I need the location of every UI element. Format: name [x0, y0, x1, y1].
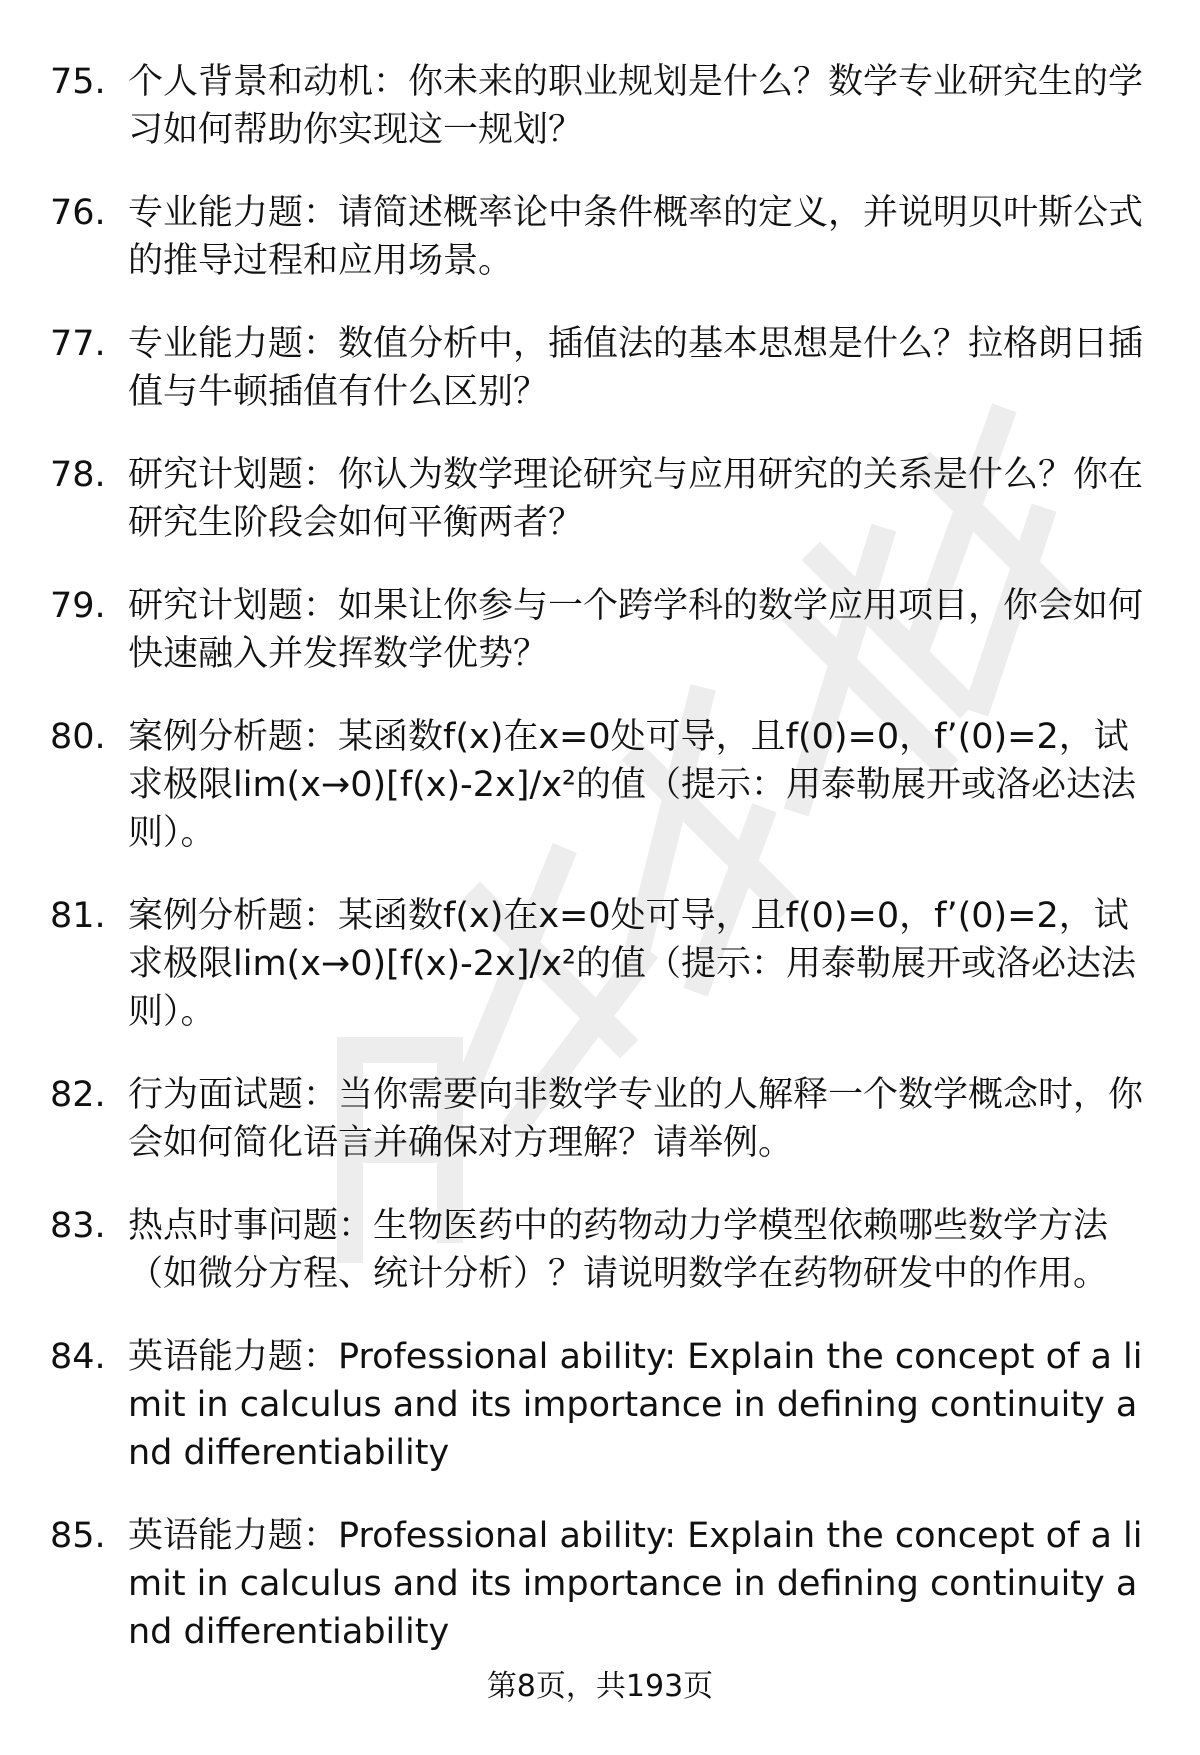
question-text: 英语能力题：Professional ability: Explain the concept of a limit in calculus and its importance in defining continuity and differentiability	[128, 1337, 1143, 1473]
question-number: 81.	[50, 896, 106, 936]
question-number: 79.	[50, 586, 106, 626]
question-text: 热点时事问题：生物医药中的药物动力学模型依赖哪些数学方法（如微分方程、统计分析）？请说明数学在药物研发中的作用。	[128, 1206, 1109, 1294]
question-text: 专业能力题：请简述概率论中条件概率的定义，并说明贝叶斯公式的推导过程和应用场景。	[128, 193, 1144, 281]
question-text: 研究计划题：如果让你参与一个跨学科的数学应用项目，你会如何快速融入并发挥数学优势？	[128, 586, 1144, 674]
question-list	[50, 58, 1155, 1691]
question-item	[50, 1202, 1155, 1298]
question-number: 80.	[50, 717, 106, 757]
question-text: 案例分析题：某函数f(x)在x=0处可导，且f(0)=0，f’(0)=2，试求极限lim(x→0)[f(x)-2x]/x²的值（提示：用泰勒展开或洛必达法则）。	[128, 717, 1136, 853]
question-number: 77.	[50, 324, 106, 364]
question-text: 个人背景和动机：你未来的职业规划是什么？数学专业研究生的学习如何帮助你实现这一规划？	[128, 62, 1144, 150]
question-item	[50, 1333, 1155, 1477]
question-number: 76.	[50, 193, 106, 233]
question-number: 85.	[50, 1516, 106, 1556]
question-item	[50, 1512, 1155, 1656]
question-item	[50, 713, 1155, 857]
question-item	[50, 189, 1155, 285]
question-item	[50, 892, 1155, 1036]
question-item	[50, 582, 1155, 678]
question-item	[50, 320, 1155, 416]
question-text: 案例分析题：某函数f(x)在x=0处可导，且f(0)=0，f’(0)=2，试求极限lim(x→0)[f(x)-2x]/x²的值（提示：用泰勒展开或洛必达法则）。	[128, 896, 1136, 1032]
question-item	[50, 451, 1155, 547]
question-number: 82.	[50, 1075, 106, 1115]
question-text: 专业能力题：数值分析中，插值法的基本思想是什么？拉格朗日插值与牛顿插值有什么区别？	[128, 324, 1144, 412]
page-footer	[0, 1665, 1200, 1709]
page-number-label: 第8页，共193页	[486, 1669, 714, 1704]
question-number: 75.	[50, 62, 106, 102]
question-text: 研究计划题：你认为数学理论研究与应用研究的关系是什么？你在研究生阶段会如何平衡两者？	[128, 455, 1144, 543]
question-number: 78.	[50, 455, 106, 495]
question-text: 行为面试题：当你需要向非数学专业的人解释一个数学概念时，你会如何简化语言并确保对方理解？请举例。	[128, 1075, 1144, 1163]
question-number: 84.	[50, 1337, 106, 1377]
question-item	[50, 58, 1155, 154]
question-text: 英语能力题：Professional ability: Explain the concept of a limit in calculus and its importance in defining continuity and differentiability	[128, 1516, 1143, 1652]
question-number: 83.	[50, 1206, 106, 1246]
question-item	[50, 1071, 1155, 1167]
